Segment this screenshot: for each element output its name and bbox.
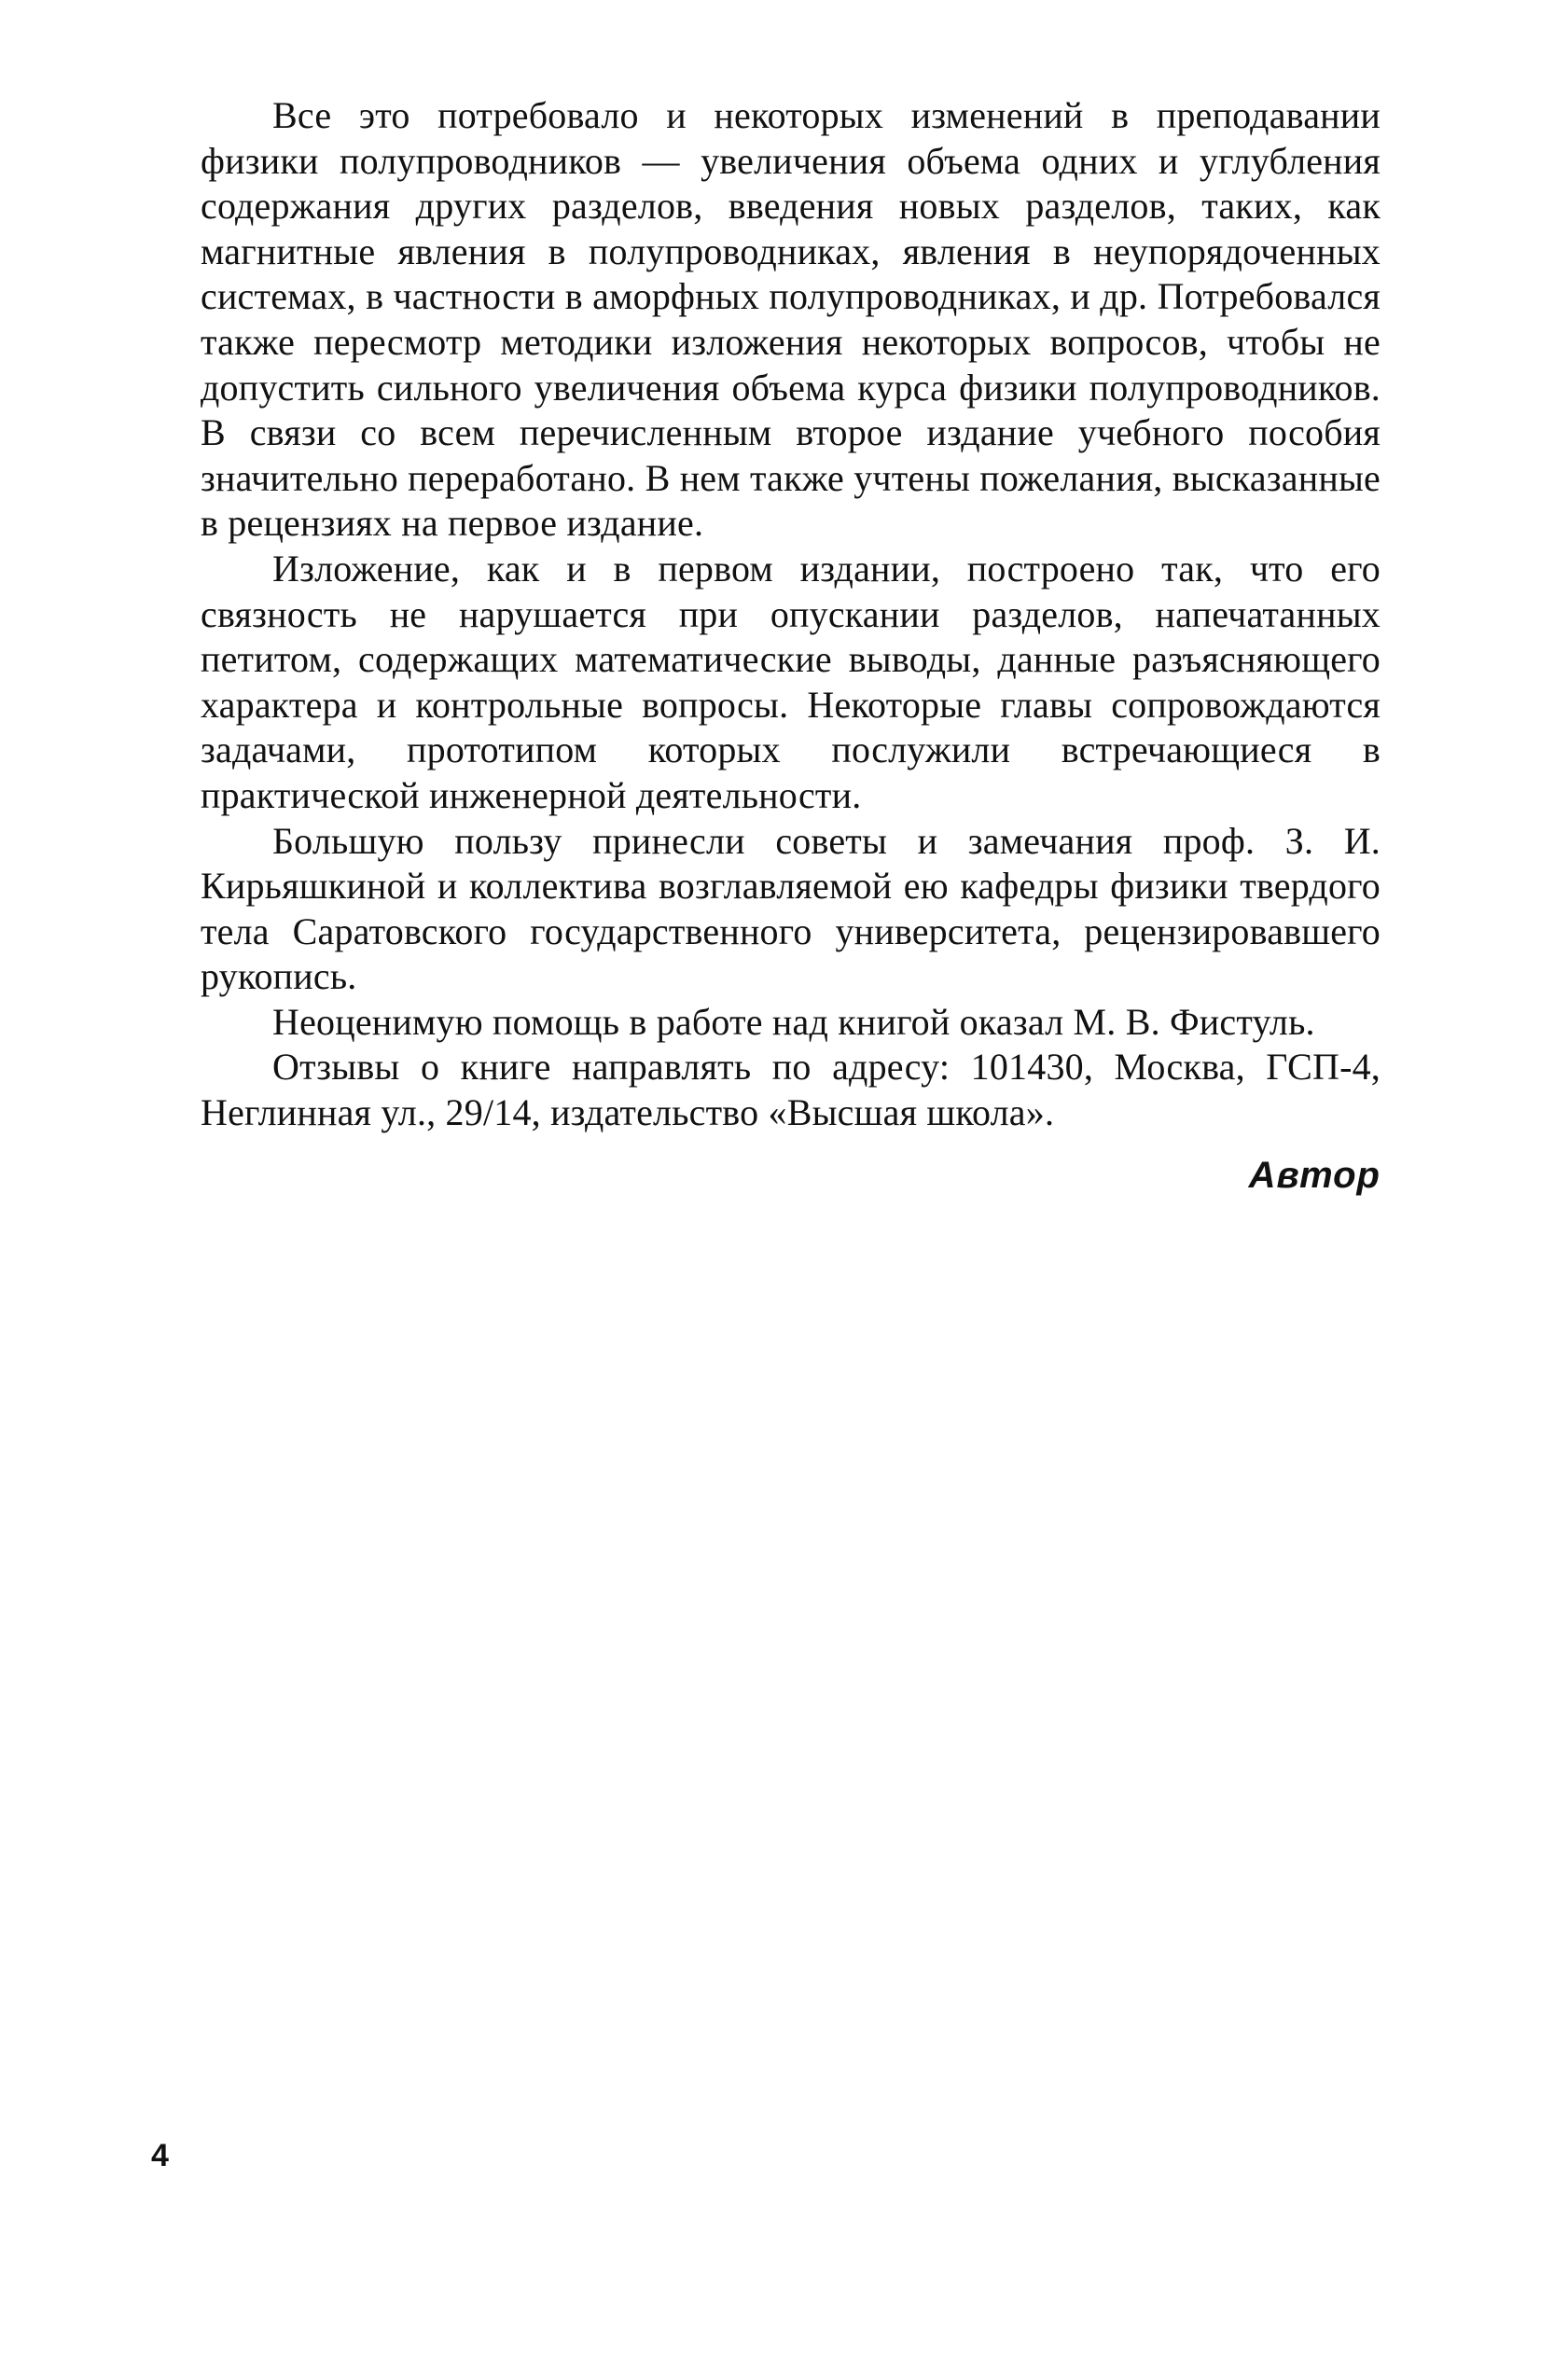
paragraph-teaching-changes: Все это потребовало и некоторых изменений в преподавании физики полупроводников — увеличения объема одних и углубления содержания других разделов, введения новых разделов, таких, как магнитные явления в полупроводниках, явления в неупорядоченных системах, в частности в аморфных полупроводниках, и др. Потребовался также пересмотр методики изложения некоторых вопросов, чтобы не допустить сильного увеличения объема курса физики полупроводников. В связи со всем перечисленным второе издание учебного пособия значительно переработано. В нем также учтены пожелания, высказанные в рецензиях на первое издание. — [201, 94, 1381, 545]
page-body — [201, 93, 1381, 1198]
paragraph-feedback-address: Отзывы о книге направлять по адресу: 101430, Москва, ГСП-4, Неглинная ул., 29/14, издательство «Высшая школа». — [201, 1046, 1381, 1134]
paragraph-acknowledgement-help: Неоценимую помощь в работе над книгой оказал М. В. Фистуль. — [272, 1000, 1315, 1043]
page-number: 4 — [151, 2138, 169, 2173]
paragraph-acknowledgement-reviewers: Большую пользу принесли советы и замечания проф. З. И. Кирьяшкиной и коллектива возглавляемой ею кафедры физики твердого тела Саратовского государственного университета, рецензировавшего рукопись. — [201, 819, 1381, 998]
paragraph-presentation: Изложение, как и в первом издании, построено так, что его связность не нарушается при опускании разделов, напечатанных петитом, содержащих математические выводы, данные разъясняющего характера и контрольные вопросы. Некоторые главы сопровождаются задачами, прототипом которых послужили встречающиеся в практической инженерной деятельности. — [201, 547, 1381, 816]
author-signature: Автор — [1248, 1154, 1381, 1196]
